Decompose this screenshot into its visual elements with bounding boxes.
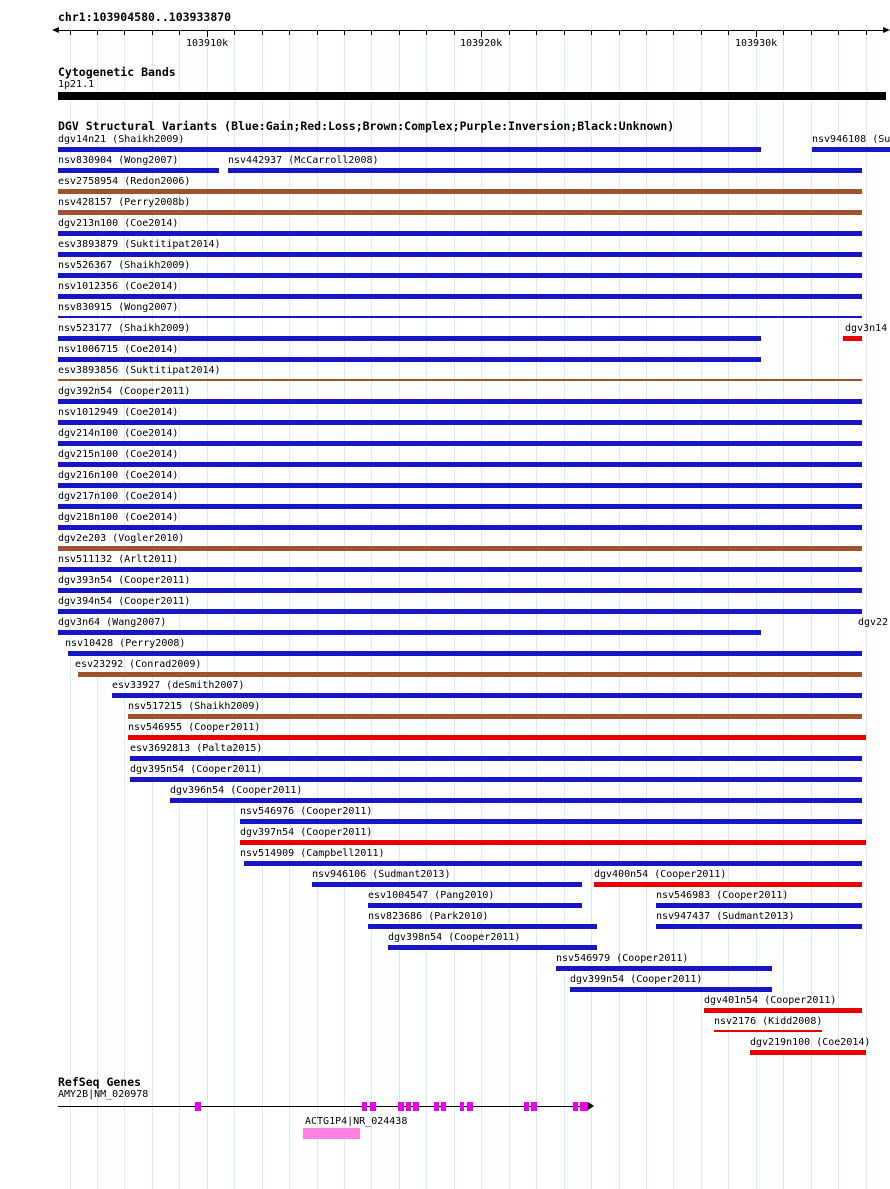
variant-label: nsv1012356 (Coe2014) — [58, 281, 179, 292]
variant-bar[interactable] — [240, 840, 866, 845]
variant-label: dgv393n54 (Cooper2011) — [58, 575, 191, 586]
variant-bar[interactable] — [58, 546, 862, 551]
variant-bar[interactable] — [78, 672, 862, 677]
variant-bar[interactable] — [58, 147, 761, 152]
ruler-minor-tick — [783, 31, 784, 35]
variant-bar[interactable] — [58, 294, 862, 299]
variant-label: nsv10428 (Perry2008) — [65, 638, 186, 649]
variant-bar[interactable] — [656, 903, 862, 908]
gridline — [426, 25, 427, 1189]
ruler-right-arrow-icon — [883, 27, 890, 33]
gridline — [207, 25, 208, 1189]
variant-bar[interactable] — [240, 819, 862, 824]
region-coordinates: chr1:103904580..103933870 — [58, 10, 232, 24]
variant-label: dgv398n54 (Cooper2011) — [388, 932, 521, 943]
gridline — [454, 25, 455, 1189]
variant-bar[interactable] — [130, 756, 862, 761]
variant-bar[interactable] — [750, 1050, 866, 1055]
variant-label: nsv428157 (Perry2008b) — [58, 197, 191, 208]
variant-label: esv23292 (Conrad2009) — [75, 659, 202, 670]
ruler-minor-tick — [811, 31, 812, 35]
variant-bar[interactable] — [58, 630, 761, 635]
variant-label: nsv947437 (Sudmant2013) — [656, 911, 795, 922]
refseq-section-title: RefSeq Genes — [58, 1075, 142, 1089]
ruler-minor-tick — [673, 31, 674, 35]
variant-bar[interactable] — [58, 316, 862, 318]
variant-bar[interactable] — [58, 441, 862, 446]
ruler-minor-tick — [344, 31, 345, 35]
variant-bar[interactable] — [594, 882, 862, 887]
variant-bar[interactable] — [388, 945, 597, 950]
variant-bar[interactable] — [312, 882, 582, 887]
gridline — [838, 25, 839, 1189]
variant-bar[interactable] — [714, 1030, 822, 1032]
gridline — [344, 25, 345, 1189]
ruler-minor-tick — [234, 31, 235, 35]
ruler-minor-tick — [838, 31, 839, 35]
variant-bar[interactable] — [58, 357, 761, 362]
ruler-major-tick — [481, 31, 482, 37]
variant-bar[interactable] — [128, 714, 862, 719]
variant-label: dgv22 — [858, 617, 889, 628]
gridline — [756, 25, 757, 1189]
gridline — [262, 25, 263, 1189]
variant-label: esv2758954 (Redon2006) — [58, 176, 191, 187]
variant-label: dgv395n54 (Cooper2011) — [130, 764, 263, 775]
ruler-minor-tick — [454, 31, 455, 35]
variant-label: dgv401n54 (Cooper2011) — [704, 995, 837, 1006]
ruler-line[interactable] — [58, 30, 884, 31]
variant-bar[interactable] — [843, 336, 862, 341]
variant-bar[interactable] — [170, 798, 862, 803]
ruler-major-tick — [207, 31, 208, 37]
gridline — [371, 25, 372, 1189]
gene-exon[interactable] — [195, 1102, 201, 1111]
variant-bar[interactable] — [704, 1008, 862, 1013]
variant-bar[interactable] — [570, 987, 772, 992]
ruler-minor-tick — [564, 31, 565, 35]
cytoband-label: 1p21.1 — [58, 79, 95, 90]
gene-exon[interactable] — [398, 1102, 404, 1111]
variant-bar[interactable] — [368, 903, 582, 908]
variant-label: dgv213n100 (Coe2014) — [58, 218, 179, 229]
variant-bar[interactable] — [244, 861, 862, 866]
variant-label: nsv1006715 (Coe2014) — [58, 344, 179, 355]
gridline — [289, 25, 290, 1189]
variant-bar[interactable] — [58, 210, 862, 215]
variant-label: dgv216n100 (Coe2014) — [58, 470, 179, 481]
variant-label: nsv830915 (Wong2007) — [58, 302, 179, 313]
ruler-major-tick — [756, 31, 757, 37]
variant-label: dgv392n54 (Cooper2011) — [58, 386, 191, 397]
variant-bar[interactable] — [58, 231, 862, 236]
gridline — [536, 25, 537, 1189]
variant-bar[interactable] — [556, 966, 772, 971]
variant-bar[interactable] — [112, 693, 862, 698]
variant-label: nsv514909 (Campbell2011) — [240, 848, 385, 859]
variant-label: dgv14n21 (Shaikh2009) — [58, 134, 185, 145]
ruler-minor-tick — [728, 31, 729, 35]
variant-label: dgv399n54 (Cooper2011) — [570, 974, 703, 985]
variant-bar[interactable] — [58, 525, 862, 530]
variant-bar[interactable] — [812, 147, 890, 152]
variant-label: dgv214n100 (Coe2014) — [58, 428, 179, 439]
gridline — [481, 25, 482, 1189]
ruler-minor-tick — [619, 31, 620, 35]
variant-label: dgv397n54 (Cooper2011) — [240, 827, 373, 838]
gene-exon[interactable] — [524, 1102, 529, 1111]
variant-label: nsv830904 (Wong2007) — [58, 155, 179, 166]
variant-label: dgv218n100 (Coe2014) — [58, 512, 179, 523]
variant-label: nsv546983 (Cooper2011) — [656, 890, 789, 901]
variant-bar[interactable] — [58, 504, 862, 509]
ruler-minor-tick — [591, 31, 592, 35]
cytoband-section-title: Cytogenetic Bands — [58, 65, 176, 79]
ruler-minor-tick — [124, 31, 125, 35]
variant-bar[interactable] — [58, 609, 862, 614]
variant-bar[interactable] — [68, 651, 862, 656]
gene-exon[interactable] — [531, 1102, 537, 1111]
variant-bar[interactable] — [128, 735, 866, 740]
variant-label: dgv219n100 (Coe2014) — [750, 1037, 871, 1048]
gene-exon[interactable] — [580, 1102, 588, 1111]
variant-bar[interactable] — [58, 252, 862, 257]
ruler-tick-label: 103910k — [186, 38, 229, 49]
variant-bar[interactable] — [58, 483, 862, 488]
gene-exon[interactable] — [406, 1102, 411, 1111]
gene-body[interactable] — [303, 1128, 360, 1139]
ruler-minor-tick — [371, 31, 372, 35]
variant-bar[interactable] — [58, 273, 862, 278]
gene-label: ACTG1P4|NR_024438 — [305, 1116, 408, 1127]
variant-bar[interactable] — [58, 399, 862, 404]
variant-label: dgv215n100 (Coe2014) — [58, 449, 179, 460]
variant-bar[interactable] — [368, 924, 597, 929]
variant-label: esv3692813 (Palta2015) — [130, 743, 263, 754]
variant-label: dgv394n54 (Cooper2011) — [58, 596, 191, 607]
variant-label: nsv546979 (Cooper2011) — [556, 953, 689, 964]
ruler-left-arrow-icon — [52, 27, 59, 33]
variant-label: nsv526367 (Shaikh2009) — [58, 260, 191, 271]
gridline — [564, 25, 565, 1189]
variant-bar[interactable] — [58, 168, 219, 173]
gene-exon[interactable] — [573, 1102, 578, 1111]
gridline — [783, 25, 784, 1189]
ruler-minor-tick — [70, 31, 71, 35]
gene-label: AMY2B|NM_020978 — [58, 1089, 149, 1100]
ruler-minor-tick — [866, 31, 867, 35]
ruler-minor-tick — [152, 31, 153, 35]
gene-exon[interactable] — [460, 1102, 464, 1111]
gene-exon[interactable] — [413, 1102, 419, 1111]
ruler-minor-tick — [646, 31, 647, 35]
variant-label: esv3893879 (Suktitipat2014) — [58, 239, 221, 250]
variant-label: nsv442937 (McCarroll2008) — [228, 155, 379, 166]
gridline — [591, 25, 592, 1189]
variant-bar[interactable] — [58, 567, 862, 572]
variant-label: nsv546976 (Cooper2011) — [240, 806, 373, 817]
variant-bar[interactable] — [58, 336, 761, 341]
variant-bar[interactable] — [58, 588, 862, 593]
ruler-minor-tick — [97, 31, 98, 35]
gridline — [728, 25, 729, 1189]
variant-bar[interactable] — [228, 168, 862, 173]
gene-intron-line[interactable] — [58, 1106, 588, 1107]
variant-label: dgv3n14 — [845, 323, 888, 334]
gridline — [701, 25, 702, 1189]
ruler-minor-tick — [426, 31, 427, 35]
variant-label: nsv1012949 (Coe2014) — [58, 407, 179, 418]
variant-label: esv3893856 (Suktitipat2014) — [58, 365, 221, 376]
variant-label: nsv511132 (Arlt2011) — [58, 554, 179, 565]
gridline — [619, 25, 620, 1189]
gene-exon[interactable] — [370, 1102, 376, 1111]
gridline — [811, 25, 812, 1189]
variant-label: esv33927 (deSmith2007) — [112, 680, 245, 691]
variant-label: dgv400n54 (Cooper2011) — [594, 869, 727, 880]
gene-exon[interactable] — [441, 1102, 446, 1111]
gridline — [673, 25, 674, 1189]
variant-bar[interactable] — [130, 777, 862, 782]
variant-bar[interactable] — [58, 420, 862, 425]
gene-exon[interactable] — [434, 1102, 439, 1111]
gene-strand-arrow-icon — [588, 1102, 594, 1110]
gridline — [646, 25, 647, 1189]
gridline — [509, 25, 510, 1189]
ruler-minor-tick — [317, 31, 318, 35]
ruler-tick-label: 103920k — [460, 38, 503, 49]
ruler-minor-tick — [289, 31, 290, 35]
variant-label: nsv546955 (Cooper2011) — [128, 722, 261, 733]
variant-label: nsv2176 (Kidd2008) — [714, 1016, 823, 1027]
variant-label: dgv2e203 (Vogler2010) — [58, 533, 185, 544]
ruler-minor-tick — [701, 31, 702, 35]
ruler-minor-tick — [262, 31, 263, 35]
cytoband-bar[interactable] — [58, 92, 886, 100]
variant-label: nsv517215 (Shaikh2009) — [128, 701, 261, 712]
variant-bar[interactable] — [656, 924, 862, 929]
ruler-minor-tick — [536, 31, 537, 35]
gridline — [234, 25, 235, 1189]
variant-bar[interactable] — [58, 462, 862, 467]
gene-exon[interactable] — [362, 1102, 367, 1111]
gridline — [317, 25, 318, 1189]
ruler-minor-tick — [399, 31, 400, 35]
gridline — [399, 25, 400, 1189]
variant-bar[interactable] — [58, 189, 862, 194]
variant-label: nsv946106 (Sudmant2013) — [312, 869, 451, 880]
variant-label: esv1004547 (Pang2010) — [368, 890, 495, 901]
gene-exon[interactable] — [467, 1102, 473, 1111]
ruler-tick-label: 103930k — [735, 38, 778, 49]
ruler-minor-tick — [509, 31, 510, 35]
variant-label: nsv523177 (Shaikh2009) — [58, 323, 191, 334]
variant-label: nsv946108 (Su — [812, 134, 890, 145]
variant-label: dgv396n54 (Cooper2011) — [170, 785, 303, 796]
dgv-section-title: DGV Structural Variants (Blue:Gain;Red:Loss;Brown:Complex;Purple:Inversion;Black:Unknown) — [58, 119, 675, 133]
variant-label: dgv3n64 (Wang2007) — [58, 617, 167, 628]
variant-label: dgv217n100 (Coe2014) — [58, 491, 179, 502]
ruler-minor-tick — [179, 31, 180, 35]
variant-label: nsv823686 (Park2010) — [368, 911, 489, 922]
gridline — [866, 25, 867, 1189]
variant-bar[interactable] — [58, 379, 862, 381]
